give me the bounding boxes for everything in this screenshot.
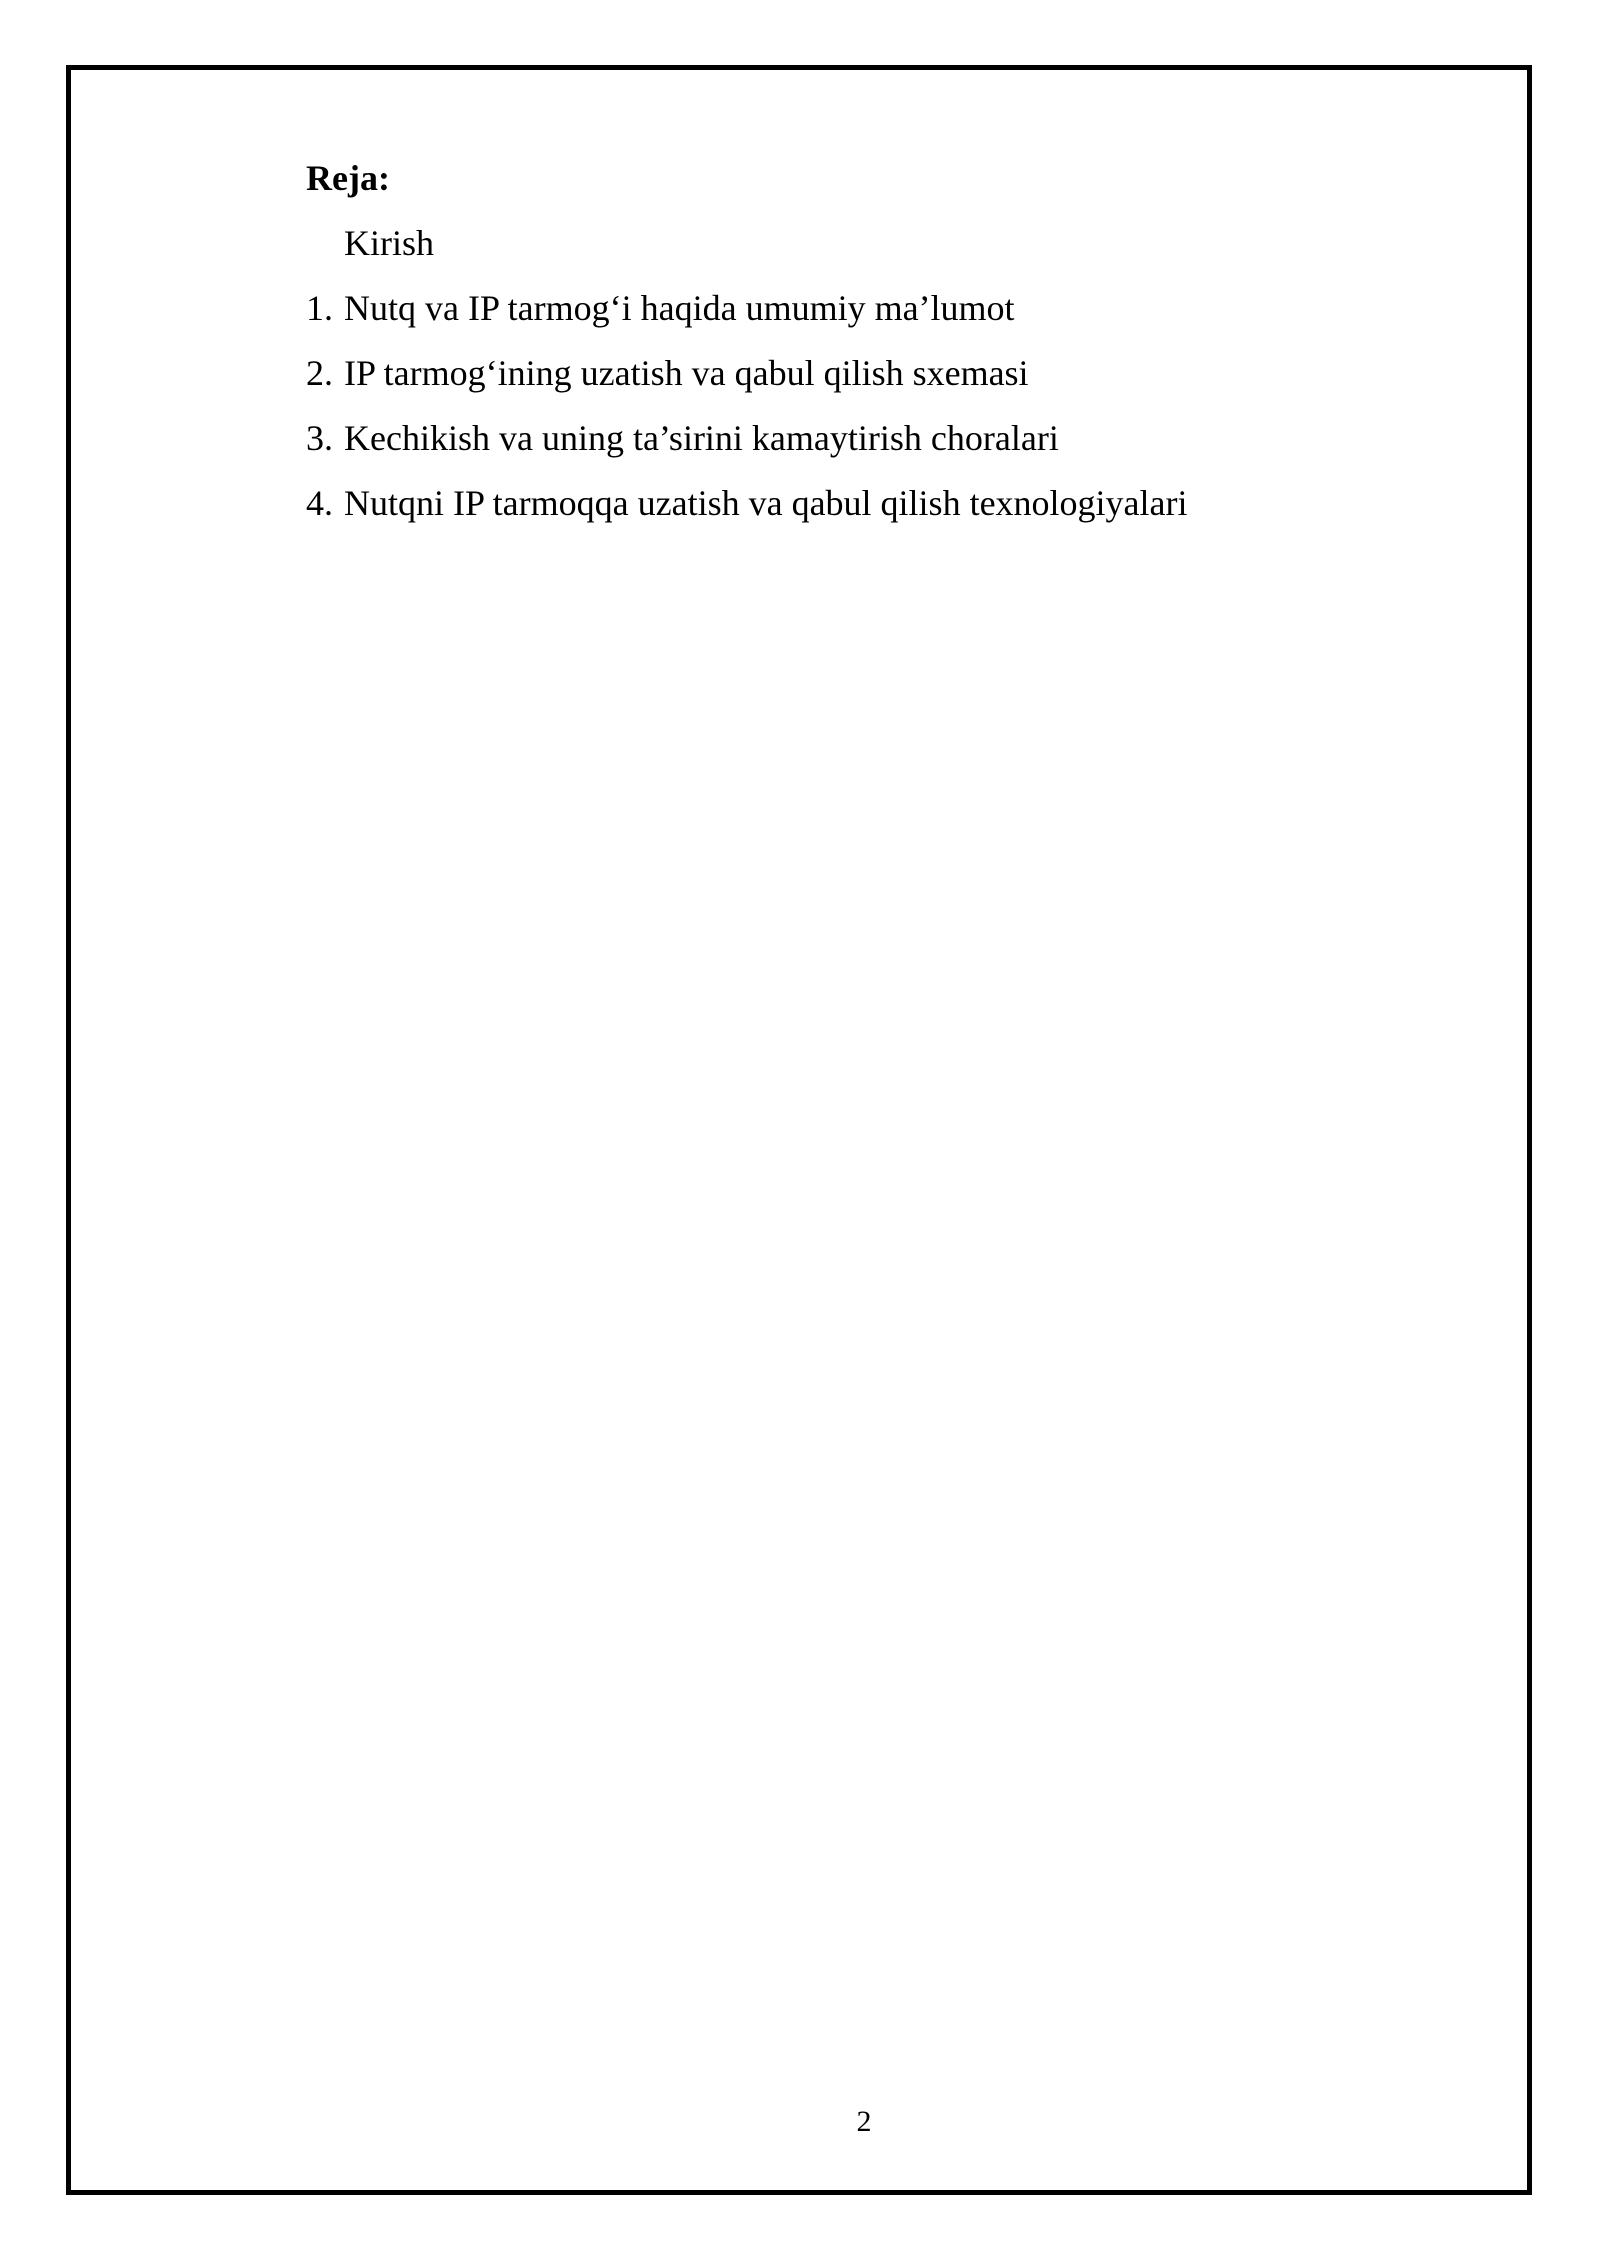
plan-item-intro bbox=[306, 219, 1188, 284]
plan-item-number: 2. bbox=[306, 353, 333, 393]
page-number: 2 bbox=[856, 2105, 872, 2138]
plan-heading: Reja: bbox=[306, 158, 390, 198]
plan-item-text: IP tarmog‘ining uzatish va qabul qilish sxemasi bbox=[344, 353, 1029, 393]
plan-item-3 bbox=[306, 414, 1188, 479]
plan-item-4 bbox=[306, 479, 1188, 544]
plan-list bbox=[306, 219, 1188, 544]
plan-item-2 bbox=[306, 349, 1188, 414]
plan-item-number: 1. bbox=[306, 288, 333, 328]
plan-item-1 bbox=[306, 284, 1188, 349]
plan-item-text: Kirish bbox=[344, 223, 434, 263]
plan-item-text: Nutq va IP tarmog‘i haqida umumiy ma’lumot bbox=[344, 288, 1015, 328]
plan-item-number: 4. bbox=[306, 483, 333, 523]
plan-item-text: Nutqni IP tarmoqqa uzatish va qabul qilish texnologiyalari bbox=[344, 483, 1188, 523]
plan-item-text: Kechikish va uning ta’sirini kamaytirish choralari bbox=[344, 418, 1059, 458]
plan-item-number: 3. bbox=[306, 418, 333, 458]
